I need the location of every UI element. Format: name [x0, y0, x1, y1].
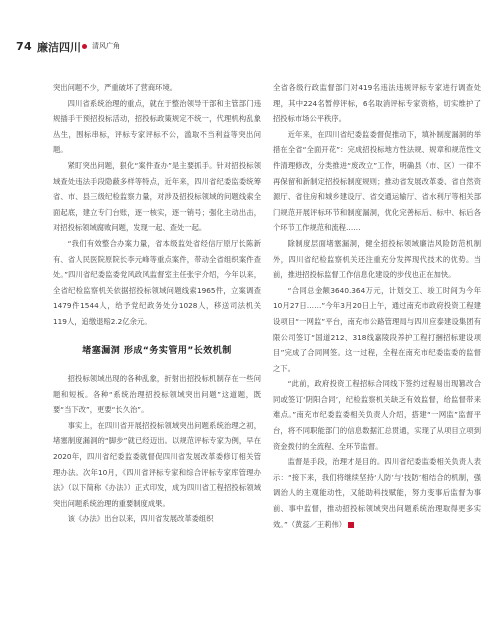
column-name: 清风广角 [92, 42, 120, 50]
paragraph: 该《办法》出台以来，四川省发展改革委组织 [67, 514, 214, 524]
magazine-title: 廉洁四川 [37, 41, 81, 54]
paragraph: “此前，政府投资工程招标合同线下签约过程易出现篡改合同或签订‘阴阳合同’，纪检监察机关缺乏有效监督，给监督带来难点。”南充市纪委监委相关负责人介绍，搭建“一网监”监督平台，将不同职能部门的信息数据汇总贯通，实现了从项目立项到资金拨付的全流程、全环节监督。 [273, 379, 481, 451]
paragraph: 四川省系统治理的重点，就在于整治领导干部和主管部门违规插手干预招投标活动，招投标政策规定不统一，代理机构乱象丛生，围标串标，评标专家评标不公，滥取不当利益等突出问题。 [53, 98, 261, 155]
paragraph: 事实上，在四川省开展招投标领域突出问题系统治理之初，堵塞制度漏洞的“脚步”就已经迈出。以规范评标专家为例，早在2020年，四川省纪委监委就督促四川省发展改革委修订相关管理办法。次年10月，《四川省评标专家和综合评标专家库管理办法》（以下简称《办法》）正式印发，成为四川省工程招投标领域突出问题系统治理的重要制度成果。 [53, 420, 261, 508]
paragraph: 招投标领域出现的各种乱象，折射出招投标机制存在一些问题和短板。各种“系统治理招投标领域突出问题”这道题，既要“当下改”，更要“长久治”。 [53, 374, 261, 415]
right-column [273, 80, 481, 532]
paragraph: 全省各级行政监督部门对419名违法违规评标专家进行调查处理，其中224名暂停评标，6名取消评标专家资格，切实维护了招投标市场公平秩序。 [273, 83, 481, 124]
paragraph: “合同总金额3640.364万元，计划交工、竣工时间为今年10月27日……”今年3月20日上午，通过南充市政府投资工程建设项目“一网监”平台，南充市公路管理局与四川应泰建设集团有限公司签订“国道212、318线嘉陵段养护工程打捆招标建设项目”完成了合同网签。这一过程，全程在南充市纪委监委的监督之下。 [273, 285, 481, 373]
left-column [53, 80, 261, 527]
paragraph: 近年来，在四川省纪委监委督促推动下，填补制度漏洞的举措在全省“全面开花”：完成招投标地方性法规、规章和规范性文件清理修改，分类推进“废改立”工作，明确县（市、区）一律不再保留和新制定招投标制度规则；推动省发展改革委、省自然资源厅、省住房和城乡建设厅、省交通运输厅、省水利厅等相关部门规范开展评标环节和制度漏洞，优化完善标后、标中、标后各个环节工作规范和流程…… [273, 129, 481, 233]
page-number: 74 [16, 40, 32, 53]
page-header [0, 0, 503, 64]
section-heading: 堵塞漏洞 形成“务实管用”长效机制 [82, 345, 232, 356]
paragraph: 除制度层面堵塞漏洞，健全招投标领域廉洁风险防范机制外，四川省纪检监察机关还注重充分发挥现代技术的优势。当前，推进招投标监督工作信息化建设的步伐也正在加快。 [273, 238, 481, 280]
end-mark-icon [348, 522, 354, 528]
paragraph: 突出问题不少，严重破坏了营商环境。 [53, 83, 178, 92]
bullet-dot-icon [82, 44, 87, 49]
paragraph-text: 监督是手段，治理才是目的。四川省纪委监委相关负责人表示：“接下来，我们将继续坚持‘人防’与‘技防’相结合的机制，强调治人的主观能动性，又能助科技赋能，努力变事后监督为事前、事中监督，推动招投标领域突出问题系统治理取得更多实效。”（黄蕊／王莉伟） [273, 457, 481, 529]
paragraph: 紧盯突出问题，狠化“案件查办”是主要抓手。针对招投标领域查处违法手段隐蔽多样等特点，近年来，四川省纪委监委统筹省、市、县三级纪检监察力量，对涉及招投标领域的问题线索全面起底，建立专门台账，逐一核实，逐一销号；强化主动出击，对招投标领域腐败问题，发现一起、查处一起。 [53, 160, 261, 233]
paragraph: “我们有效整合办案力量，省本级监处省经信厅原厅长陈新有、省人民医院原院长李元峰等重点案件，带动全省组织案件查处。”四川省纪委监委党风政风监督室主任张宇介绍，今年以来，全省纪检监察机关依据招投标领域问题线索1965件，立案调查1479件1544人，给予党纪政务处分1028人，移送司法机关119人，追缴退赔2.2亿余元。 [53, 238, 261, 326]
paragraph [273, 454, 481, 532]
